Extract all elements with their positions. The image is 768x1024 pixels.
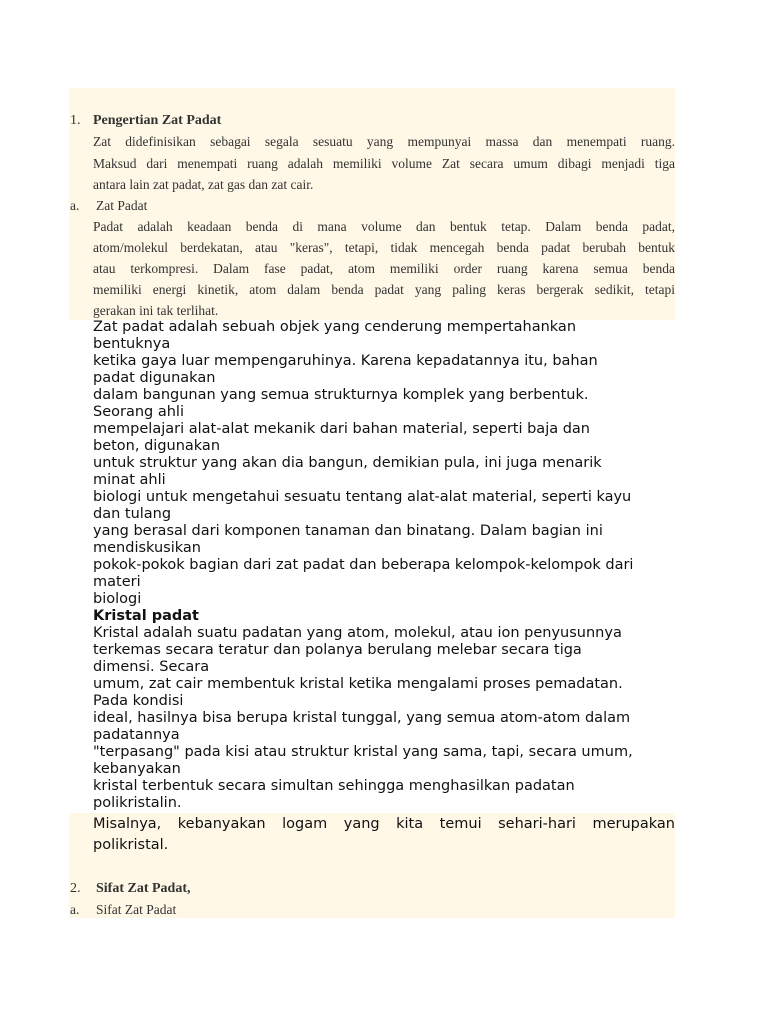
sans-line: untuk struktur yang akan dia bangun, demikian pula, ini juga menarik xyxy=(93,455,602,471)
kristal-line: "terpasang" pada kisi atau struktur kristal yang sama, tapi, secara umum, xyxy=(93,744,633,760)
kristal-line: Pada kondisi xyxy=(93,693,184,709)
sans-line: dan tulang xyxy=(93,506,172,522)
sans-line: minat ahli xyxy=(93,472,166,488)
section1-para-line: Maksud dari menempati ruang adalah memiliki volume Zat secara umum dibagi menjadi tiga xyxy=(93,156,675,171)
sans-line: Zat padat adalah sebuah objek yang cenderung mempertahankan xyxy=(93,319,577,335)
kristal-line: ideal, hasilnya bisa berupa kristal tunggal, yang semua atom-atom dalam xyxy=(93,710,631,726)
kristal-line: Kristal adalah suatu padatan yang atom, molekul, atau ion penyusunnya xyxy=(93,625,622,641)
sub-a-para-line: memiliki energi kinetik, atom dalam benda padat yang paling keras bergerak sedikit, tetapi xyxy=(93,282,675,297)
kristal-example-line: polikristal. xyxy=(93,837,169,853)
sans-line: pokok-pokok bagian dari zat padat dan beberapa kelompok-kelompok dari xyxy=(93,557,634,573)
kristal-example-line: Misalnya, kebanyakan logam yang kita temui sehari-hari merupakan xyxy=(93,816,675,832)
kristal-line: kebanyakan xyxy=(93,761,181,777)
kristal-line: padatannya xyxy=(93,727,180,743)
kristal-heading: Kristal padat xyxy=(93,608,199,624)
sans-line: Seorang ahli xyxy=(93,404,184,420)
kristal-line: kristal terbentuk secara simultan sehingga menghasilkan padatan xyxy=(93,778,575,794)
sub-a-para-line: Padat adalah keadaan benda di mana volume dan bentuk tetap. Dalam benda padat, xyxy=(93,219,675,234)
section1-number: 1. xyxy=(70,113,81,128)
sans-line: materi xyxy=(93,574,141,590)
sans-line: beton, digunakan xyxy=(93,438,221,454)
kristal-line: polikristalin. xyxy=(93,795,182,811)
sans-line: mempelajari alat-alat mekanik dari bahan material, seperti baja dan xyxy=(93,421,591,437)
kristal-line: terkemas secara teratur dan polanya berulang melebar secara tiga xyxy=(93,642,582,658)
section2-number: 2. xyxy=(70,881,81,896)
section2-sub-a-marker: a. xyxy=(70,902,80,917)
sub-a-para-line: gerakan ini tak terlihat. xyxy=(93,303,219,318)
sans-line: biologi untuk mengetahui sesuatu tentang alat-alat material, seperti kayu xyxy=(93,489,632,505)
sans-line: ketika gaya luar mempengaruhinya. Karena kepadatannya itu, bahan xyxy=(93,353,598,369)
sub-a-para-line: atau terkompresi. Dalam fase padat, atom memiliki order ruang karena semua benda xyxy=(93,261,675,276)
sans-line: padat digunakan xyxy=(93,370,216,386)
sans-line: mendiskusikan xyxy=(93,540,201,556)
kristal-line: dimensi. Secara xyxy=(93,659,210,675)
section2-sub-a-title: Sifat Zat Padat xyxy=(96,902,177,917)
sans-line: biologi xyxy=(93,591,142,607)
sub-a-marker: a. xyxy=(70,198,80,213)
sans-line: dalam bangunan yang semua strukturnya komplek yang berbentuk. xyxy=(93,387,589,403)
kristal-line: umum, zat cair membentuk kristal ketika mengalami proses pemadatan. xyxy=(93,676,623,692)
sub-a-title: Zat Padat xyxy=(96,198,148,213)
section2-title: Sifat Zat Padat, xyxy=(96,881,191,896)
sub-a-para-line: atom/molekul berdekatan, atau "keras", tetapi, tidak mencegah benda padat berubah bentuk xyxy=(93,240,675,255)
section1-para-line: antara lain zat padat, zat gas dan zat cair. xyxy=(93,177,314,192)
sans-line: yang berasal dari komponen tanaman dan binatang. Dalam bagian ini xyxy=(93,523,603,539)
section1-title: Pengertian Zat Padat xyxy=(93,113,222,128)
sans-line: bentuknya xyxy=(93,336,171,352)
section1-para-line: Zat didefinisikan sebagai segala sesuatu yang mempunyai massa dan menempati ruang. xyxy=(93,134,675,149)
